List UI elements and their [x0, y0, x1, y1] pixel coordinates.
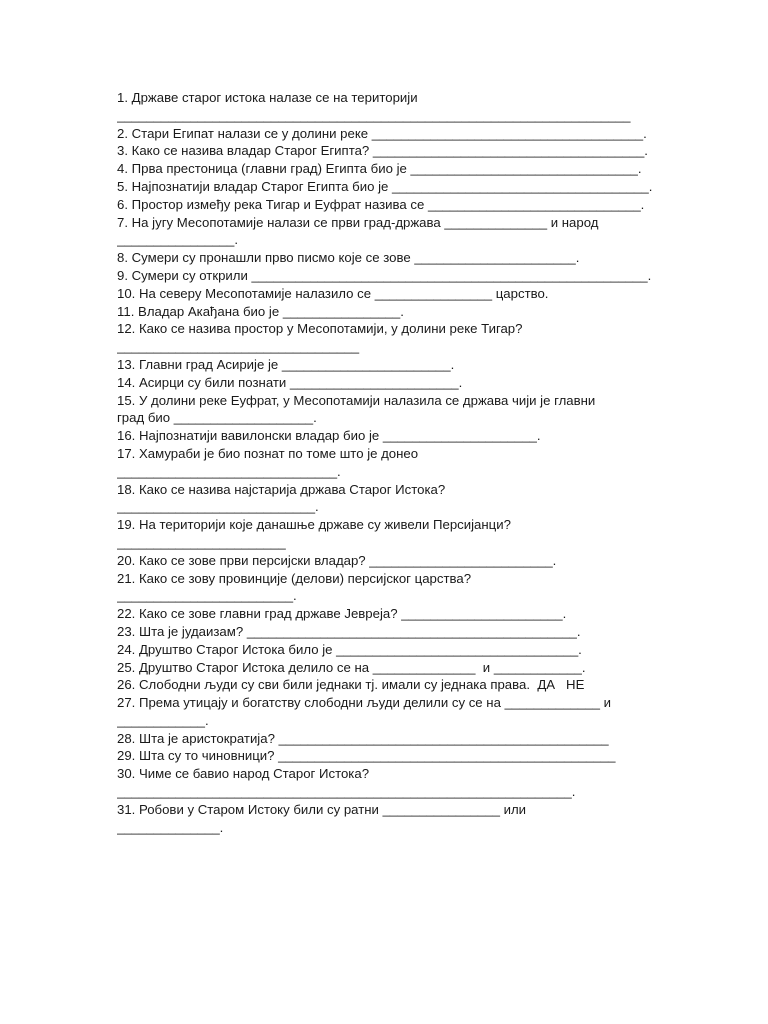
- question-12-text: 12. Како се назива простор у Месопотамији, у долини реке Тигар?: [117, 321, 523, 337]
- question-15-text: 15. У долини реке Еуфрат, у Месопотамији налазила се држава чији је главни: [117, 392, 596, 408]
- question-8: 8. Сумери су пронашли прво писмо које се зове ______________________.: [117, 250, 580, 266]
- question-16: 16. Најпознатији вавилонски владар био је _____________________.: [117, 428, 541, 444]
- answer-blank-12: _________________________________: [117, 339, 360, 355]
- question-28: 28. Шта је аристократија? _____________________________________________: [117, 730, 609, 746]
- question-15-continued: град био ___________________.: [117, 410, 317, 426]
- question-6: 6. Простор између река Тигар и Еуфрат назива се _____________________________.: [117, 196, 645, 212]
- question-2: 2. Стари Египат налази се у долини реке _____________________________________.: [117, 125, 647, 141]
- question-5: 5. Најпознатији владар Старог Египта био је ___________________________________.: [117, 178, 653, 194]
- question-24: 24. Друштво Старог Истока било је _________________________________.: [117, 641, 582, 657]
- answer-blank-31: ______________.: [117, 819, 224, 835]
- question-9: 9. Сумери су открили ______________________________________________________.: [117, 267, 652, 283]
- question-25: 25. Друштво Старог Истока делило се на ______________ и ____________.: [117, 659, 586, 675]
- worksheet-questions: [117, 89, 657, 836]
- question-17-text: 17. Хамураби је био познат по томе што је донео: [117, 445, 419, 461]
- question-27-text: 27. Према утицају и богатству слободни људи делили су се на _____________ и: [117, 695, 611, 711]
- answer-blank-19: _______________________: [117, 534, 286, 550]
- question-1-text: 1. Државе старог истока налазе се на територији: [117, 90, 418, 105]
- question-21-text: 21. Како се зову провинције (делови) персијског царства?: [117, 570, 472, 586]
- answer-blank-18: ___________________________.: [117, 499, 319, 515]
- question-31-text: 31. Робови у Старом Истоку били су ратни ________________ или: [117, 801, 527, 817]
- answer-blank-1: ______________________________________________________________________: [117, 107, 631, 123]
- answer-blank-17: ______________________________.: [117, 463, 341, 479]
- question-3: 3. Како се назива владар Старог Египта? _____________________________________.: [117, 143, 648, 159]
- question-4: 4. Прва престоница (главни град) Египта био је _______________________________.: [117, 161, 642, 177]
- answer-blank-30: ______________________________________________________________.: [117, 784, 576, 800]
- question-13: 13. Главни град Асирије је _______________________.: [117, 356, 455, 372]
- question-19-text: 19. На територији које данашње државе су живели Персијанци?: [117, 517, 511, 533]
- answer-blank-7: ________________.: [117, 232, 239, 248]
- answer-blank-21: ________________________.: [117, 588, 297, 604]
- question-10: 10. На северу Месопотамије налазило се ________________ царство.: [117, 285, 549, 301]
- question-29: 29. Шта су то чиновници? ______________________________________________: [117, 748, 616, 764]
- question-7-text: 7. На југу Месопотамије налази се први град-држава ______________ и народ: [117, 214, 599, 230]
- question-30-text: 30. Чиме се бавио народ Старог Истока?: [117, 766, 370, 782]
- question-22: 22. Како се зове главни град државе Јевреја? ______________________.: [117, 606, 567, 622]
- question-20: 20. Како се зове први персијски владар? _________________________.: [117, 552, 557, 568]
- answer-blank-27: ____________.: [117, 712, 209, 728]
- question-26: 26. Слободни људи су сви били једнаки тј. имали су једнака права. ДА НЕ: [117, 677, 585, 693]
- question-11: 11. Владар Акађана био је ________________.: [117, 303, 404, 319]
- question-23: 23. Шта је јудаизам? _____________________________________________.: [117, 623, 581, 639]
- question-18-text: 18. Како се назива најстарија држава Старог Истока?: [117, 481, 446, 497]
- question-14: 14. Асирци су били познати _______________________.: [117, 374, 463, 390]
